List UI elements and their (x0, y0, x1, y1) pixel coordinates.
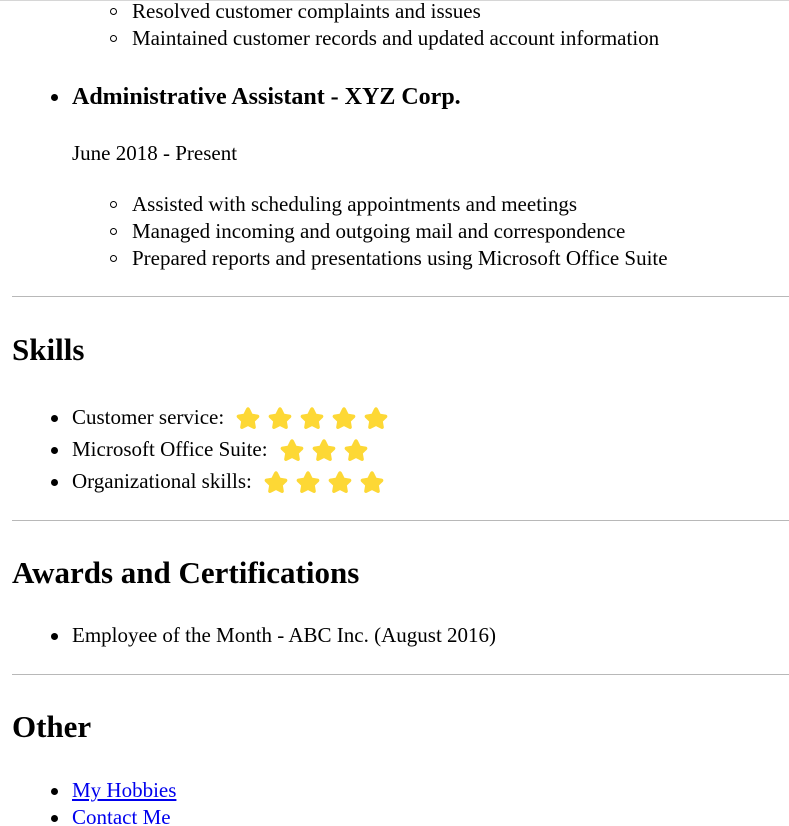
contact-me-link[interactable]: Contact Me (72, 805, 171, 826)
bullet-disc (51, 415, 58, 422)
skill-label: Customer service: (72, 405, 225, 429)
section-divider (12, 674, 789, 675)
star-icon (234, 405, 262, 431)
star-icon (294, 469, 322, 495)
star-icon (326, 469, 354, 495)
star-icon (358, 469, 386, 495)
bullet-disc (51, 94, 58, 101)
skill-item (72, 468, 386, 495)
awards-heading: Awards and Certifications (12, 555, 360, 590)
star-icon (330, 405, 358, 431)
bullet-disc (51, 815, 58, 822)
skill-item (72, 404, 390, 431)
job-title: Administrative Assistant - XYZ Corp. (72, 84, 461, 110)
bullet-disc (51, 479, 58, 486)
task-item: Resolved customer complaints and issues (132, 0, 481, 23)
star-icon (262, 469, 290, 495)
bullet-circle (110, 255, 117, 262)
section-divider (12, 296, 789, 297)
task-item: Maintained customer records and updated account information (132, 26, 660, 50)
other-heading: Other (12, 709, 92, 744)
bullet-circle (110, 8, 117, 15)
bullet-circle (110, 201, 117, 208)
skill-stars (278, 437, 370, 463)
skill-label: Organizational skills: (72, 469, 252, 493)
skill-label: Microsoft Office Suite: (72, 437, 268, 461)
section-divider (12, 520, 789, 521)
award-item: Employee of the Month - ABC Inc. (August 2016) (72, 623, 497, 647)
bullet-circle (110, 35, 117, 42)
bullet-disc (51, 788, 58, 795)
skill-item (72, 436, 370, 463)
star-icon (278, 437, 306, 463)
task-item: Prepared reports and presentations using Microsoft Office Suite (132, 246, 668, 270)
job-dates: June 2018 - Present (72, 141, 238, 165)
my-hobbies-link[interactable]: My Hobbies (72, 778, 177, 802)
star-icon (342, 437, 370, 463)
bullet-disc (51, 447, 58, 454)
star-icon (266, 405, 294, 431)
skill-stars (234, 405, 390, 431)
star-icon (298, 405, 326, 431)
star-icon (310, 437, 338, 463)
star-icon (362, 405, 390, 431)
task-item: Assisted with scheduling appointments and meetings (132, 192, 578, 216)
bullet-disc (51, 633, 58, 640)
bullet-circle (110, 228, 117, 235)
skill-stars (262, 469, 386, 495)
task-item: Managed incoming and outgoing mail and correspondence (132, 219, 626, 243)
skills-heading: Skills (12, 332, 85, 367)
